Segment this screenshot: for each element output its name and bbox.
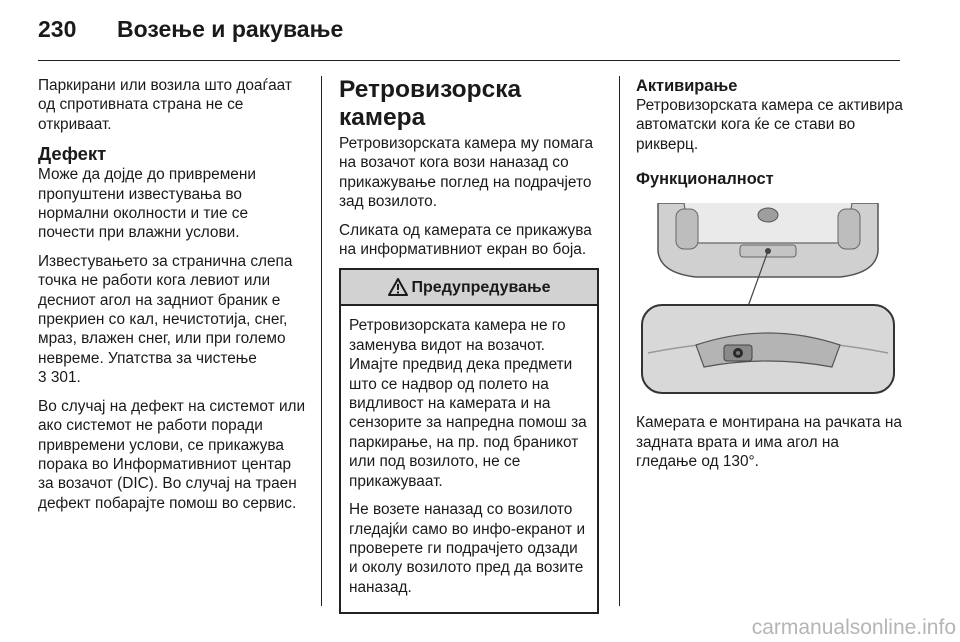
- warning-paragraph-1: Ретровизорската камера не го заменува видот на возачот. Имајте предвид дека предмети што се надвор од полето на видливост на камерата и на сензорите за напредна помош за паркирање, на пр. под браникот или под возилото, не се прикажуваат.: [349, 317, 587, 490]
- activation-paragraph: Ретровизорската камера се активира автоматски кога ќе се стави во рикверц.: [636, 97, 903, 153]
- page-reference-link[interactable]: [38, 369, 81, 386]
- warning-paragraph-2: Не возете наназад со возилото гледајќи само во инфо-екранот и проверете ги подрачјето одзади и околу возилото пред да возите наназад.: [349, 501, 586, 596]
- column-left: [38, 76, 308, 522]
- page-number: 230: [38, 16, 77, 42]
- section-heading-rear-camera: Ретровизорска камера: [339, 76, 522, 131]
- column-divider-2: [619, 76, 620, 606]
- page-header: [0, 0, 960, 60]
- malfunction-paragraph-2-text: Известувањето за странична слепа точка не работи кога левиот или десниот агол на задниот браник е прекриен со кал, нечистотија, снег, мраз, влажен снег, или при големо невреме. Упатства за чистење: [38, 252, 293, 367]
- warning-triangle-icon: [388, 278, 408, 296]
- watermark: carmanualsonline.info: [751, 616, 956, 639]
- column-right: [636, 76, 904, 480]
- rear-camera-illustration: [636, 203, 900, 399]
- header-divider: [38, 60, 900, 61]
- page-ref-arrow-icon: 3: [38, 369, 47, 387]
- malfunction-paragraph-3: Во случај на дефект на системот или ако системот не работи поради привремени услови, се прикажува порака во Информативниот центар за возачот (DIC). Во случај на траен дефект побарајте помош во сервис.: [38, 397, 306, 512]
- rear-camera-paragraph-2: Сликата од камерата се прикажува на информативниот екран во боја.: [339, 221, 592, 259]
- page-ref-number: 301.: [50, 369, 81, 387]
- section-heading-activation: Активирање: [636, 77, 738, 95]
- column-middle: [339, 76, 605, 614]
- section-heading-malfunction: Дефект: [38, 143, 107, 165]
- warning-box: [339, 268, 599, 614]
- warning-header: [341, 270, 597, 306]
- chapter-title: Возење и ракување: [117, 16, 344, 42]
- malfunction-paragraph-2: [38, 252, 308, 388]
- warning-body: [341, 306, 597, 612]
- rear-camera-paragraph-1: Ретровизорската камера му помага на возачот кога вози наназад со прикажување поглед на подрачјето зад возилото.: [339, 135, 594, 211]
- malfunction-paragraph-1: Може да дојде до привремени пропуштени известувања во нормални околности и тие се почести при влажни услови.: [38, 166, 256, 242]
- intro-paragraph: Паркирани или возила што доаѓаат од спротивната страна не се откриваат.: [38, 77, 292, 133]
- warning-title: Предупредување: [411, 278, 551, 296]
- functionality-paragraph: Камерата е монтирана на рачката на задната врата и има агол на гледање од 130°.: [636, 414, 902, 471]
- column-divider-1: [321, 76, 322, 606]
- section-heading-functionality: Функционалност: [636, 170, 774, 189]
